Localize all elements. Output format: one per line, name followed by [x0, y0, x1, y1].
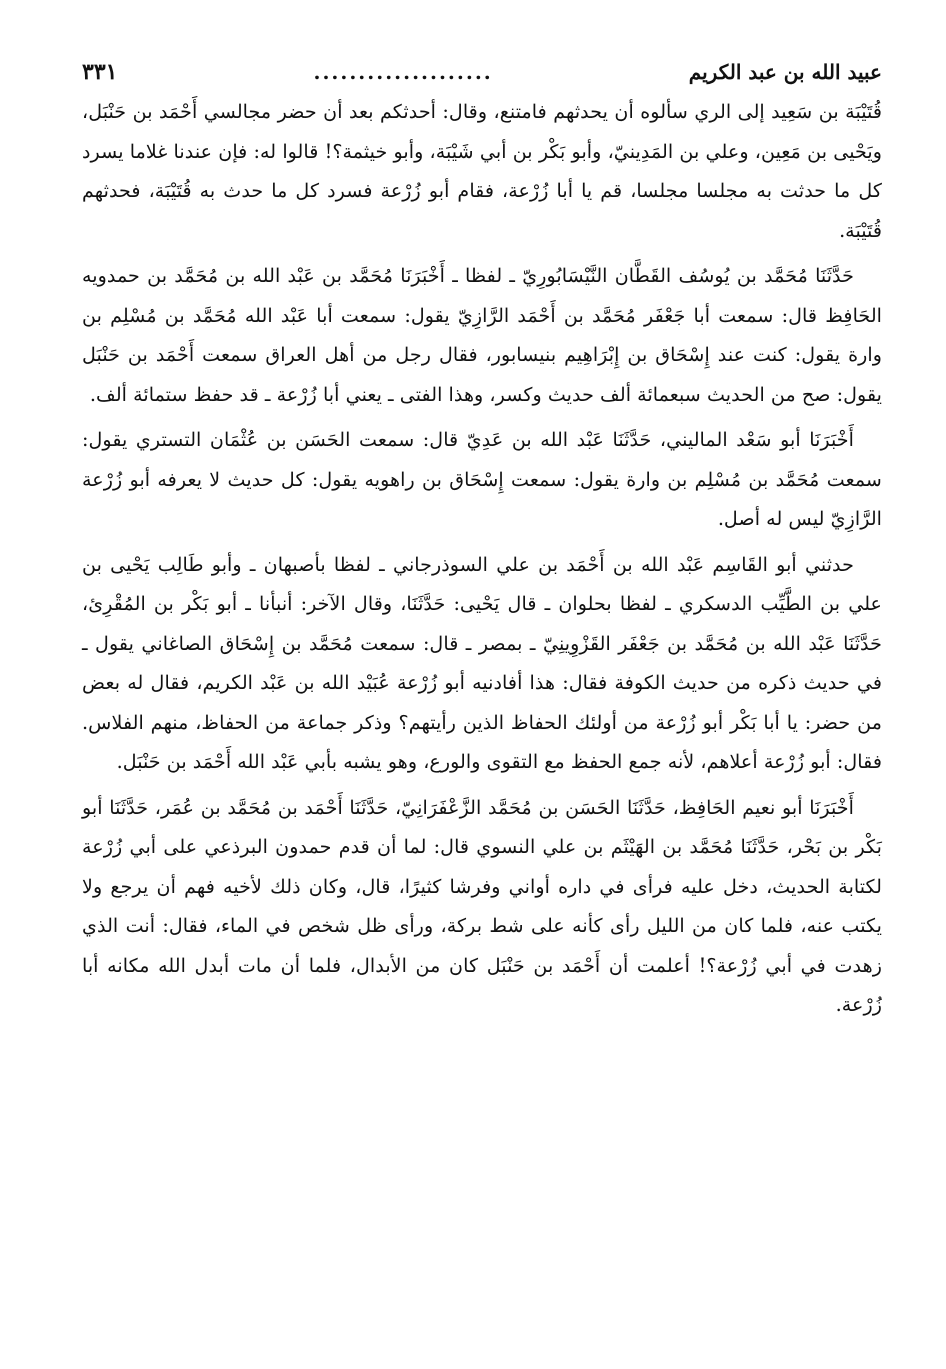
running-header [82, 52, 882, 92]
page [82, 52, 882, 1025]
page-body [82, 92, 882, 1025]
paragraph-5: أَخْبَرَنَا أبو نعيم الحَافِظ، حَدَّثَنَا الحَسَن بن مُحَمَّد الزَّعْفَرَانِيّ، حَدَّثَنَا أَحْمَد بن مُحَمَّد بن عُمَر، حَدَّثَنَا أبو بَكْر بن بَحْر، حَدَّثَنَا مُحَمَّد بن الهَيْثَم بن علي النسوي قال: لما أن قدم حمدون البرذعي على أبي زُرْعة لكتابة الحديث، دخل عليه فرأى في داره أواني وفرشا كثيرًا، قال، وكان ذلك لأخيه فهم أن يرجع ولا يكتب عنه، فلما كان من الليل رأى كأنه على شط بركة، ورأى ظل شخص في الماء، فقال: أنت الذي زهدت في أبي زُرْعة؟! أعلمت أن أَحْمَد بن حَنْبَل كان من الأبدال، فلما أن مات أبدل الله مكانه أبا زُرْعة. [82, 795, 882, 1016]
paragraph-1: قُتَيْبَة بن سَعِيد إلى الري سألوه أن يحدثهم فامتنع، وقال: أحدثكم بعد أن حضر مجالسي أَحْمَد بن حَنْبَل، ويَحْيى بن مَعِين، وعلي بن المَدِينيّ، وأبو بَكْر بن أبي شَيْبَة، وأبو خيثمة؟! قالوا له: فإن عندنا غلاما يسرد كل ما حدثت به مجلسا مجلسا، قم يا أبا زُرْعة، فقام أبو زُرْعة فسرد كل ما حدث به قُتَيْبَة، فحدثهم قُتَيْبَة. [82, 100, 882, 242]
paragraph-3: أَخْبَرَنَا أبو سَعْد الماليني، حَدَّثَنَا عَبْد الله بن عَدِيّ قال: سمعت الحَسَن بن عُثْمَان التستري يقول: سمعت مُحَمَّد بن مُسْلِم بن وارة يقول: سمعت إِسْحَاق بن راهويه يقول: كل حديث لا يعرفه أبو زُرْعة الرَّازِيّ ليس له أصل. [82, 428, 882, 530]
page-number: ٣٣١ [82, 59, 118, 85]
paragraph-2: حَدَّثَنَا مُحَمَّد بن يُوسُف القَطَّان النَّيْسَابُورِيّ ـ لفظا ـ أَخْبَرَنَا مُحَمَّد بن عَبْد الله بن مُحَمَّد بن حمدويه الحَافِظ قال: سمعت أبا جَعْفَر مُحَمَّد بن أَحْمَد الرَّازِيّ يقول: سمعت أبا عَبْد الله مُحَمَّد بن مُسْلِم بن وارة يقول: كنت عند إِسْحَاق بن إِبْرَاهِيم بنيسابور، فقال رجل من أهل العراق سمعت أَحْمَد بن حَنْبَل يقول: صح من الحديث سبعمائة ألف حديث وكسر، وهذا الفتى ـ يعني أبا زُرْعة ـ قد حفظ ستمائة ألف. [82, 264, 882, 406]
header-leader-dots: .................... [313, 60, 493, 84]
header-title: عبيد الله بن عبد الكريم [688, 60, 882, 84]
paragraph-4: حدثني أبو القَاسِم عَبْد الله بن أَحْمَد بن علي السوذرجاني ـ لفظا بأصبهان ـ وأبو طَالِب يَحْيى بن علي بن الطَّيِّب الدسكري ـ لفظا بحلوان ـ قال يَحْيى: حَدَّثَنَا، وقال الآخر: أنبأنا ـ أبو بَكْر بن المُقْرِئ، حَدَّثَنَا عَبْد الله بن مُحَمَّد بن جَعْفَر القَزْوِينِيّ ـ بمصر ـ قال: سمعت مُحَمَّد بن إِسْحَاق الصاغاني يقول ـ في حديث ذكره من حديث الكوفة فقال: هذا أفادنيه أبو زُرْعة عُبَيْد الله بن عَبْد الكريم، فقال له بعض من حضر: يا أبا بَكْر أبو زُرْعة من أولئك الحفاظ الذين رأيتهم؟ وذكر جماعة من الحفاظ، منهم الفلاس. فقال: أبو زُرْعة أعلاهم، لأنه جمع الحفظ مع التقوى والورع، وهو يشبه بأبي عَبْد الله أَحْمَد بن حَنْبَل. [82, 552, 882, 773]
